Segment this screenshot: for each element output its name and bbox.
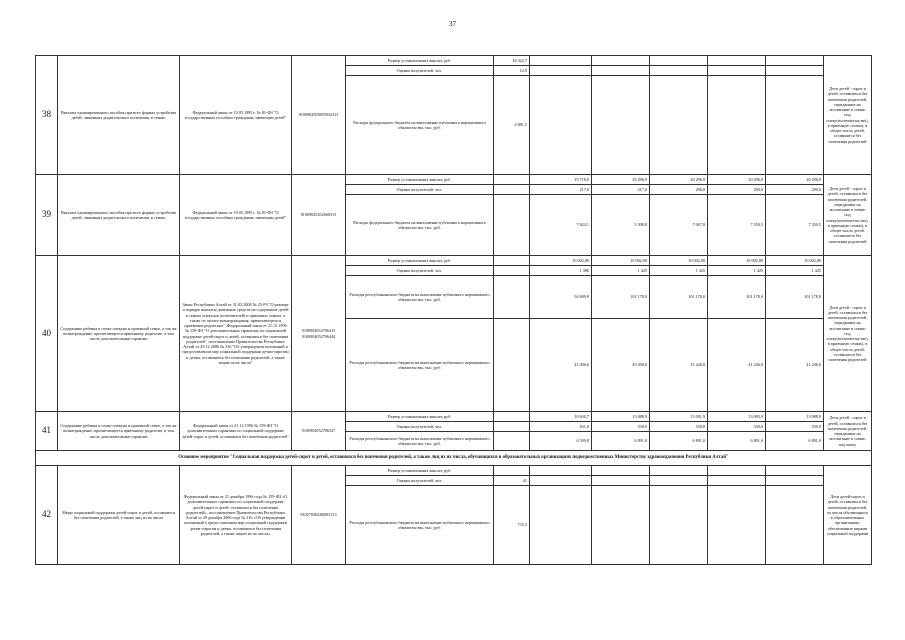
indicator-value: [592, 466, 650, 476]
indicator-value: 6 891,0: [708, 432, 766, 451]
indicator-label: Расходы федерального бюджета на выполнение публичного нормативного обязательства, тыс. руб.: [346, 76, 494, 175]
indicator-value: 530,0: [708, 422, 766, 432]
legal-basis: Федеральный закон от 19.05.1995 г. № 81-ФЗ "О государственных пособиях гражданам, имеющим детей": [180, 175, 292, 256]
indicator-value: 1 380: [530, 266, 592, 276]
recipient-category: Дети детей - сирот и детей, оставшихся без попечения родителей, переданные на воспитание в семью под опеку: [824, 412, 872, 451]
indicator-value: 41 246,0: [766, 319, 824, 412]
indicator-value: [494, 319, 530, 412]
indicator-value: [530, 56, 592, 66]
indicator-value: [708, 56, 766, 66]
indicator-value: 19 718,8: [530, 175, 592, 185]
indicator-value: 101 178,0: [766, 276, 824, 319]
indicator-value: 41 046,6: [530, 319, 592, 412]
indicator-value: 20 296,9: [592, 175, 650, 185]
indicator-value: 6 509,8: [530, 432, 592, 451]
indicator-value: [592, 76, 650, 175]
indicator-value: 101 178,0: [708, 276, 766, 319]
indicator-value: 41 246,0: [708, 319, 766, 412]
indicator-value: 4 881,5: [494, 76, 530, 175]
indicator-value: 530,0: [766, 422, 824, 432]
indicator-value: 49 200,0: [592, 319, 650, 412]
recipient-category: Дети детей - сирот и детей, оставшихся без попечения родителей, переданные на воспитание в семью под опеку(попечительство), в приемную семью), в общее число детей, оставшиеся без попечения родителей: [824, 175, 872, 256]
indicator-value: [766, 56, 824, 66]
indicator-value: [494, 185, 530, 195]
indicator-value: 6 891,0: [592, 432, 650, 451]
measure-name: Содержание ребенка в семье опекуна и приемной семье, а так же вознаграждение, причитающееся приемному родителю, в том числе дополнительные гарантии: [58, 256, 180, 412]
indicator-value: [530, 76, 592, 175]
indicator-value: [494, 432, 530, 451]
indicator-value: [592, 486, 650, 565]
measure-name: Выплата единовременного пособия при всех формах устройства детей, лишенных родительского попечения, в семью: [58, 175, 180, 256]
indicator-value: 530,0: [592, 422, 650, 432]
indicator-label: Размер установленных выплат, руб.: [346, 412, 494, 422]
recipient-category: Дети детей - сирот и детей, оставшихся без попечения родителей, переданные на воспитание в семью под опеку(попечительство), в приемную семью), в общее число детей, оставшиеся без попечения родителей: [824, 56, 872, 175]
indicator-value: [766, 76, 824, 175]
indicator-value: 101 178,0: [592, 276, 650, 319]
indicator-value: [708, 486, 766, 565]
indicator-value: [592, 476, 650, 486]
indicator-value: 10 002,00: [650, 256, 708, 266]
indicator-label: Оценка получателей, чел.: [346, 476, 494, 486]
indicator-value: 530,0: [650, 422, 708, 432]
indicator-value: 20 296,9: [650, 175, 708, 185]
indicator-value: 1 425: [650, 266, 708, 276]
indicator-value: 94 699,9: [530, 276, 592, 319]
indicator-value: [766, 476, 824, 486]
indicator-label: Размер установленных выплат, руб.: [346, 56, 494, 66]
indicator-value: 10 630,7: [530, 412, 592, 422]
indicator-value: 217,0: [592, 185, 650, 195]
indicator-value: 20 296,9: [708, 175, 766, 185]
indicator-value: 1 425: [766, 266, 824, 276]
indicator-value: 631,0: [530, 422, 592, 432]
indicator-label: Размер установленных выплат, руб.: [346, 256, 494, 266]
indicator-value: [494, 195, 530, 256]
table-row: [36, 175, 872, 185]
section-heading: Основное мероприятие "Социальная поддержка детей-сирот и детей, оставшихся без попечения родителей, а также лиц из их числа, обучающихся в образовательных организациях подведомственных Министерству здравоохранения Республики Алтай": [36, 451, 872, 466]
indicator-value: 10 002,00: [592, 256, 650, 266]
indicator-value: [650, 486, 708, 565]
indicator-value: [494, 276, 530, 319]
row-number: 40: [36, 256, 58, 412]
legal-basis: Федеральный закон от 19.05.1995 г. № 81-ФЗ "О государственных пособиях гражданам, имеющим детей": [180, 56, 292, 175]
indicator-label: Оценка получателей, чел.: [346, 422, 494, 432]
indicator-value: 7 824,1: [530, 195, 592, 256]
indicator-value: [494, 256, 530, 266]
indicator-value: [650, 56, 708, 66]
indicator-value: [766, 486, 824, 565]
indicator-value: [530, 466, 592, 476]
indicator-value: [494, 422, 530, 432]
legal-basis: Федеральный закон от 21 декабря 1996 года № 159-ФЗ «О дополнительных гарантиях по социальной поддержке детей-сирот и детей, оставшихся без попечения родителей», постановление Правительства Республики Алтай от 29 декабря 2006 года № 316 «Об утверждении положений о предоставлении мер социальной поддержки детям-сиротам и детям, оставшимся без попечения родителей, а также лицам из их числа»: [180, 466, 292, 565]
indicator-label: Расходы республиканского бюджета на выполнение публичного нормативного обязательства, тыс. руб.: [346, 486, 494, 565]
page-number: 37: [449, 20, 456, 28]
recipient-category: Дети детей - сирот и детей, оставшихся без попечения родителей, переданные на воспитание в семью под опеку(попечительство), в приемную семью), в общее число детей, оставшиеся без попечения родителей: [824, 256, 872, 412]
budget-code: 9100904053706415 9100904052706444: [292, 256, 346, 412]
indicator-label: Оценка получателей, чел.: [346, 185, 494, 195]
table-row: [36, 466, 872, 476]
indicator-value: 13 088,9: [766, 412, 824, 422]
indicator-value: 13 091,9: [650, 412, 708, 422]
indicator-value: 290,0: [708, 185, 766, 195]
indicator-value: [530, 486, 592, 565]
indicator-value: [766, 66, 824, 76]
indicator-value: [494, 412, 530, 422]
indicator-value: [530, 476, 592, 486]
indicator-value: [494, 466, 530, 476]
indicator-value: 735,3: [494, 486, 530, 565]
indicator-label: Расходы республиканского бюджета на выполнение публичного нормативного обязательства, тыс. руб.: [346, 276, 494, 319]
indicator-value: 10 002,00: [530, 256, 592, 266]
indicator-value: 41 246,0: [650, 319, 708, 412]
indicator-value: 20 296,9: [766, 175, 824, 185]
indicator-value: [592, 56, 650, 66]
indicator-value: [592, 66, 650, 76]
measure-name: Содержание ребенка в семье опекуна и приемной семье, а так же вознаграждение, причитающееся приемному родителю, в том числе дополнительные гарантии: [58, 412, 180, 451]
indicator-value: 6 891,0: [650, 432, 708, 451]
row-number: 41: [36, 412, 58, 451]
indicator-value: 12,0: [494, 66, 530, 76]
row-number: 38: [36, 56, 58, 175]
legal-basis: Федеральный закон от 21.12.1996 № 159-ФЗ "О дополнительных гарантиях по социальной поддержке детей-сирот и детей, оставшихся без попечения родителей": [180, 412, 292, 451]
indicator-label: Оценка получателей, чел.: [346, 266, 494, 276]
indicator-value: 13 093,9: [708, 412, 766, 422]
legal-basis: Закон Республики Алтай от 31.03.2008 № 25-РЗ "О размере и порядке выплаты денежных средств на содержание детей в семьях опекунов (попечителей) и приемных семьях, а также по оплате вознаграждения, причитающегося приемным родителям", Федеральный закон от 21.12.1996 № 159-ФЗ "О дополнительных гарантиях по социальной поддержке детей-сирот и детей, оставшихся без попечения родителей", постановление Правительства Республики Алтай от 29.12.2006 № 316 "Об утверждении положений о предоставлении мер социальной поддержки детям-сиротам и детям, оставшимся без попечения родителей, а также лицам из их числа": [180, 256, 292, 412]
indicator-value: [494, 266, 530, 276]
obligations-table: [35, 55, 872, 565]
indicator-value: 1 425: [592, 266, 650, 276]
indicator-value: [708, 476, 766, 486]
indicator-value: 13 088,9: [592, 412, 650, 422]
row-number: 42: [36, 466, 58, 565]
indicator-value: [708, 76, 766, 175]
indicator-value: [708, 66, 766, 76]
indicator-value: 10 002,00: [766, 256, 824, 266]
indicator-value: 10 002,00: [708, 256, 766, 266]
indicator-value: [650, 66, 708, 76]
indicator-value: 7 350,5: [766, 195, 824, 256]
budget-code: 9100904505805032313: [292, 56, 346, 175]
indicator-value: [766, 466, 824, 476]
budget-code: 9100904052706327: [292, 412, 346, 451]
indicator-value: 290,0: [650, 185, 708, 195]
table-row: [36, 56, 872, 66]
indicator-label: Расходы федерального бюджета на выполнение публичного нормативного обязательства, тыс. руб.: [346, 195, 494, 256]
indicator-value: 6 891,0: [766, 432, 824, 451]
budget-code: 91009045252600313: [292, 175, 346, 256]
recipient-category: Дети детей-сирот и детей, оставшихся без попечения родителей, из числа обучающихся в образовательных организациях, обеспеченные мерами социальной поддержки: [824, 466, 872, 565]
indicator-value: [650, 476, 708, 486]
indicator-label: Расходы республиканского бюджета на выполнение публичного нормативного обязательства, тыс. руб.: [346, 319, 494, 412]
indicator-value: 41: [494, 476, 530, 486]
table-row: [36, 256, 872, 266]
indicator-value: 7 067,8: [650, 195, 708, 256]
indicator-value: [530, 66, 592, 76]
row-number: 39: [36, 175, 58, 256]
table-row: [36, 412, 872, 422]
indicator-value: 217,0: [530, 185, 592, 195]
indicator-value: [650, 76, 708, 175]
indicator-value: [708, 466, 766, 476]
indicator-value: 290,0: [766, 185, 824, 195]
indicator-label: Расходы республиканского бюджета на выполнение публичного нормативного обязательства, тыс. руб.: [346, 432, 494, 451]
measure-name: Выплата единовременного пособия при всех формах устройства детей, лишенных родительского попечения, в семью: [58, 56, 180, 175]
budget-code: 9100704622R003313: [292, 466, 346, 565]
indicator-value: [494, 175, 530, 185]
indicator-value: 16 322,7: [494, 56, 530, 66]
indicator-value: [650, 466, 708, 476]
indicator-label: Размер установленных выплат, руб.: [346, 466, 494, 476]
indicator-value: 101 178,0: [650, 276, 708, 319]
indicator-value: 7 350,5: [708, 195, 766, 256]
indicator-label: Оценка получателей, чел.: [346, 66, 494, 76]
indicator-value: 5 308,8: [592, 195, 650, 256]
indicator-value: 1 425: [708, 266, 766, 276]
measure-name: Меры социальной поддержки детей-сирот и детей, оставшихся без попечения родителей, а также лиц из их числа: [58, 466, 180, 565]
indicator-label: Размер установленных выплат, руб.: [346, 175, 494, 185]
